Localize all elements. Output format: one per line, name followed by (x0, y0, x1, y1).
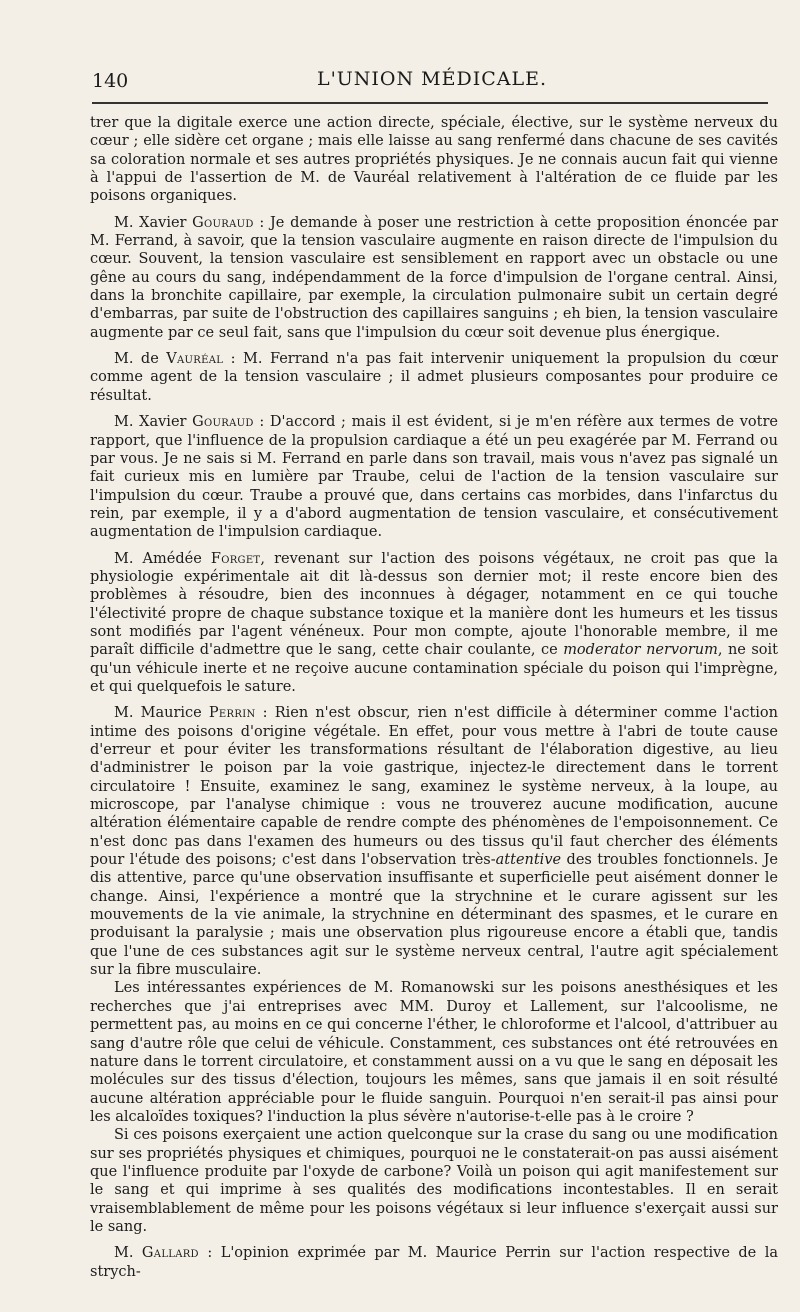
speaker-prefix: M. de (114, 351, 167, 368)
paragraph: Les intéressantes expériences de M. Romanowski sur les poisons anesthésiques et les recherches que j'ai entreprises avec MM. Duroy et Lallement, sur l'alcoolisme, ne permettent pas, au moins en ce qui concerne l'éther, le chloroforme et l'alcool, d'attribuer au sang d'autre rôle que celui de véhicule. Constamment, ces substances ont été retrouvées en nature dans le torrent circulatoire, et constamment aussi on a vu que le sang en déposait les molécules sur des tissus d'élection, toujours les mêmes, sans que jamais il en soit résulté aucune altération appréciable pour le fluide sanguin. Pourquoi n'en serait-il pas ainsi pour les alcaloïdes toxiques? l'induction la plus sévère n'autorise-t-elle pas à le croire ? (90, 980, 778, 1125)
page-header (92, 66, 772, 96)
speaker-prefix: M. (114, 1245, 142, 1262)
speaker-prefix: M. Maurice (114, 705, 209, 722)
header-rule (92, 102, 768, 104)
page-number: 140 (92, 70, 129, 92)
article-body (90, 114, 778, 1289)
speaker-name: Perrin (208, 705, 256, 722)
paragraph: M. Xavier Gouraud : D'accord ; mais il est évident, si je m'en réfère aux termes de votre rapport, que l'influence de la propulsion cardiaque a été un peu exagérée par M. Ferrand ou par vous. Je ne sais si M. Ferrand en parle dans son travail, mais vous n'avez pas signalé un fait curieux mis en lumière par Traube, celui de l'action de la tension vasculaire sur l'impulsion du cœur. Traube a prouvé que, dans certains cas morbides, dans l'infarctus du rein, par exemple, il y a d'abord augmentation de tension vasculaire, et consécutivement augmentation de l'impulsion cardiaque. (90, 414, 778, 541)
speaker-name: Gallard (141, 1245, 199, 1262)
speaker-prefix: M. Amédée (114, 550, 211, 567)
speaker-prefix: M. Xavier (114, 214, 193, 231)
speaker-name: Forget (210, 550, 261, 567)
paragraph: M. Amédée Forget, revenant sur l'action des poisons végétaux, ne croit pas que la physiologie expérimentale ait dit là-dessus son dernier mot; il reste encore bien des problèmes à résoudre, bien des inconnues à dégager, notamment en ce qui touche l'électivité propre de chaque substance toxique et la manière dont les humeurs et les tissus sont modifiés par l'agent vénéneux. Pour mon compte, ajoute l'honorable membre, il me paraît difficile d'admettre que le sang, cette chair coulante, ce moderator nervorum, ne soit qu'un véhicule inerte et ne reçoive aucune contamination spéciale du poison qui l'imprègne, et qui quelquefois le sature. (90, 550, 779, 695)
paragraph: Si ces poisons exerçaient une action quelconque sur la crase du sang ou une modification sur ses propriétés physiques et chimiques, pourquoi ne le constaterait-on pas aussi aisément que l'influence produite par l'oxyde de carbone? Voilà un poison qui agit manifestement sur le sang et qui imprime à ses qualités des modifications incontestables. Il en serait vraisemblablement de même pour les poisons végétaux si leur influence s'exerçait aussi sur le sang. (90, 1127, 778, 1235)
paragraph: M. Maurice Perrin : Rien n'est obscur, rien n'est difficile à déterminer comme l'action intime des poisons d'origine végétale. En effet, pour vous mettre à l'abri de toute cause d'erreur et pour éviter les transformations résultant de l'élaboration digestive, au lieu d'administrer le poison par la voie gastrique, injectez-le directement dans le torrent circulatoire ! Ensuite, examinez le sang, examinez le système nerveux, à la loupe, au microscope, par l'analyse chimique : vous ne trouverez aucune modification, aucune altération élémentaire capable de rendre compte des phénomènes de l'empoisonnement. Ce n'est donc pas dans l'examen des humeurs ou des tissus qu'il faut chercher des éléments pour l'étude des poisons; c'est dans l'observation très-attentive des troubles fonctionnels. Je dis attentive, parce qu'une observation insuffisante et superficielle peut aisément donner le change. Ainsi, l'expérience a montré que la strychnine et le curare agissent sur les mouvements de la vie animale, la strychnine en déterminant des spasmes, et le curare en produisant la paralysie ; mais une observation plus rigoureuse encore a établi que, tandis que l'une de ces substances agit sur le système nerveux central, l'autre agit spécialement sur la fibre musculaire. (90, 705, 779, 979)
paragraph: M. Xavier Gouraud : Je demande à poser une restriction à cette proposition énoncée par M. Ferrand, à savoir, que la tension vasculaire augmente en raison directe de l'impulsion du cœur. Souvent, la tension vasculaire est sensiblement en rapport avec un obstacle ou une gêne au cours du sang, indépendamment de la force d'impulsion de l'organe central. Ainsi, dans la bronchite capillaire, par exemple, la circulation pulmonaire subit un certain degré d'embarras, par suite de l'obstruction des capillaires sanguins ; eh bien, la tension vasculaire augmente par ce seul fait, sans que l'impulsion du cœur soit devenue plus énergique. (90, 214, 778, 341)
speaker-name: Vauréal (166, 351, 224, 368)
journal-title: L'UNION MÉDICALE. (316, 68, 548, 90)
speaker-prefix: M. Xavier (114, 414, 193, 431)
paragraph: M. Gallard : L'opinion exprimée par M. Maurice Perrin sur l'action respective de la strych- (90, 1245, 778, 1280)
speaker-name: Gouraud (192, 214, 254, 231)
paragraph: trer que la digitale exerce une action directe, spéciale, élective, sur le système nerveux du cœur ; elle sidère cet organe ; mais elle laisse au sang renfermé dans chacune de ses cavités sa coloration normale et ses autres propriétés physiques. Je ne connais aucun fait qui vienne à l'appui de l'assertion de M. de Vauréal relativement à l'altération de ce fluide par les poisons organiques. (90, 115, 778, 205)
speaker-name: Gouraud (192, 414, 254, 431)
paragraph: M. de Vauréal : M. Ferrand n'a pas fait intervenir uniquement la propulsion du cœur comme agent de la tension vasculaire ; il admet plusieurs composantes pour produire ce résultat. (90, 351, 778, 404)
